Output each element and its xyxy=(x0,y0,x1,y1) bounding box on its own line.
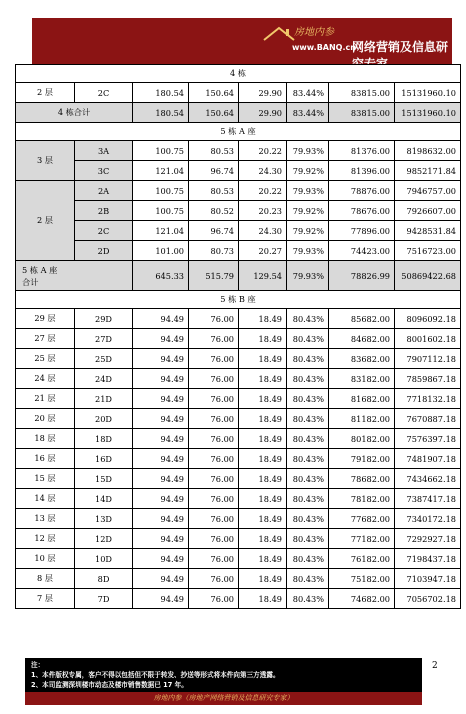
table-cell: 20.23 xyxy=(239,201,287,221)
table-cell: 24.30 xyxy=(239,221,287,241)
table-cell: 29.90 xyxy=(239,83,287,103)
table-cell: 15131960.10 xyxy=(395,103,461,123)
table-cell: 80.43% xyxy=(287,469,329,489)
table-cell: 80.43% xyxy=(287,349,329,369)
table-cell: 18.49 xyxy=(239,529,287,549)
table-cell: 79.93% xyxy=(287,181,329,201)
notes-heading: 注： xyxy=(31,661,45,669)
table-cell: 94.49 xyxy=(133,489,189,509)
unit-cell: 7D xyxy=(75,589,133,609)
table-cell: 20.22 xyxy=(239,141,287,161)
table-row xyxy=(16,509,461,529)
section-title: 5 栋 B 座 xyxy=(16,291,461,309)
unit-cell: 16D xyxy=(75,449,133,469)
unit-cell: 25D xyxy=(75,349,133,369)
floor-cell: 27 层 xyxy=(16,329,75,349)
notes-line-2: 2、本司监测深圳楼市动态及楼市销售数据已 17 年。 xyxy=(31,681,188,689)
table-row xyxy=(16,569,461,589)
table-cell: 83815.00 xyxy=(329,83,395,103)
table-cell: 80.43% xyxy=(287,589,329,609)
table-cell: 94.49 xyxy=(133,569,189,589)
table-cell: 79.92% xyxy=(287,221,329,241)
table-row xyxy=(16,221,461,241)
table-cell: 79.93% xyxy=(287,141,329,161)
table-cell: 77182.00 xyxy=(329,529,395,549)
table-cell: 83.44% xyxy=(287,103,329,123)
table-cell: 81376.00 xyxy=(329,141,395,161)
unit-cell: 10D xyxy=(75,549,133,569)
table-cell: 20.22 xyxy=(239,181,287,201)
floor-cell: 29 层 xyxy=(16,309,75,329)
table-cell: 7926607.00 xyxy=(395,201,461,221)
table-cell: 80.43% xyxy=(287,429,329,449)
table-cell: 80.43% xyxy=(287,409,329,429)
table-cell: 7056702.18 xyxy=(395,589,461,609)
table-row xyxy=(16,369,461,389)
table-cell: 80.43% xyxy=(287,389,329,409)
table-cell: 18.49 xyxy=(239,409,287,429)
table-row xyxy=(16,201,461,221)
table-cell: 129.54 xyxy=(239,261,287,291)
table-cell: 7907112.18 xyxy=(395,349,461,369)
table-cell: 83682.00 xyxy=(329,349,395,369)
table-cell: 100.75 xyxy=(133,181,189,201)
table-cell: 79182.00 xyxy=(329,449,395,469)
table-cell: 18.49 xyxy=(239,349,287,369)
summary-label-line-1: 5 栋 A 座 xyxy=(22,264,58,275)
unit-cell: 2B xyxy=(75,201,133,221)
floor-cell: 15 层 xyxy=(16,469,75,489)
summary-label xyxy=(16,261,133,291)
floor-cell: 2 层 xyxy=(16,181,75,261)
table-cell: 80182.00 xyxy=(329,429,395,449)
table-cell: 80.43% xyxy=(287,549,329,569)
table-cell: 18.49 xyxy=(239,509,287,529)
table-cell: 180.54 xyxy=(133,103,189,123)
summary-row xyxy=(16,103,461,123)
table-cell: 94.49 xyxy=(133,449,189,469)
table-row xyxy=(16,389,461,409)
section-title: 5 栋 A 座 xyxy=(16,123,461,141)
sales-table xyxy=(15,64,461,609)
table-cell: 7859867.18 xyxy=(395,369,461,389)
table-cell: 94.49 xyxy=(133,529,189,549)
table-cell: 8001602.18 xyxy=(395,329,461,349)
table-cell: 150.64 xyxy=(189,83,239,103)
table-cell: 100.75 xyxy=(133,141,189,161)
table-cell: 20.27 xyxy=(239,241,287,261)
table-cell: 76.00 xyxy=(189,489,239,509)
table-cell: 80.52 xyxy=(189,201,239,221)
table-cell: 515.79 xyxy=(189,261,239,291)
floor-cell: 2 层 xyxy=(16,83,75,103)
table-cell: 50869422.68 xyxy=(395,261,461,291)
floor-cell: 3 层 xyxy=(16,141,75,181)
table-cell: 78876.00 xyxy=(329,181,395,201)
table-cell: 79.93% xyxy=(287,241,329,261)
section-header-row xyxy=(16,291,461,309)
table-cell: 18.49 xyxy=(239,449,287,469)
floor-cell: 10 层 xyxy=(16,549,75,569)
table-cell: 18.49 xyxy=(239,429,287,449)
table-cell: 101.00 xyxy=(133,241,189,261)
table-cell: 7103947.18 xyxy=(395,569,461,589)
table-cell: 77896.00 xyxy=(329,221,395,241)
table-cell: 94.49 xyxy=(133,429,189,449)
floor-cell: 21 层 xyxy=(16,389,75,409)
unit-cell: 14D xyxy=(75,489,133,509)
table-cell: 80.53 xyxy=(189,141,239,161)
section-header-row xyxy=(16,65,461,83)
floor-cell: 13 层 xyxy=(16,509,75,529)
table-cell: 94.49 xyxy=(133,549,189,569)
table-cell: 81396.00 xyxy=(329,161,395,181)
table-cell: 94.49 xyxy=(133,409,189,429)
table-cell: 29.90 xyxy=(239,103,287,123)
floor-cell: 16 层 xyxy=(16,449,75,469)
floor-cell: 24 层 xyxy=(16,369,75,389)
unit-cell: 3C xyxy=(75,161,133,181)
table-cell: 76.00 xyxy=(189,429,239,449)
table-cell: 121.04 xyxy=(133,221,189,241)
table-cell: 18.49 xyxy=(239,489,287,509)
table-cell: 83182.00 xyxy=(329,369,395,389)
table-cell: 7481907.18 xyxy=(395,449,461,469)
table-cell: 18.49 xyxy=(239,469,287,489)
unit-cell: 2A xyxy=(75,181,133,201)
table-cell: 8198632.00 xyxy=(395,141,461,161)
table-cell: 7516723.00 xyxy=(395,241,461,261)
section-header-row xyxy=(16,123,461,141)
table-cell: 94.49 xyxy=(133,309,189,329)
header-banner xyxy=(32,18,452,71)
table-row xyxy=(16,83,461,103)
table-cell: 75182.00 xyxy=(329,569,395,589)
table-cell: 79.92% xyxy=(287,201,329,221)
sales-table-body xyxy=(16,65,461,609)
table-cell: 150.64 xyxy=(189,103,239,123)
table-cell: 645.33 xyxy=(133,261,189,291)
table-cell: 76.00 xyxy=(189,549,239,569)
table-cell: 96.74 xyxy=(189,221,239,241)
table-cell: 76.00 xyxy=(189,469,239,489)
unit-cell: 15D xyxy=(75,469,133,489)
table-row xyxy=(16,429,461,449)
table-cell: 76.00 xyxy=(189,349,239,369)
table-cell: 80.43% xyxy=(287,369,329,389)
table-row xyxy=(16,589,461,609)
notes-line-1: 1、本件版权专属，客户不得以包括但不限于转发、抄送等形式将本件向第三方透露。 xyxy=(31,671,280,679)
table-cell: 76.00 xyxy=(189,389,239,409)
brand-tagline: 网络营销及信息研究专家 xyxy=(352,40,449,71)
floor-cell: 25 层 xyxy=(16,349,75,369)
table-cell: 18.49 xyxy=(239,589,287,609)
table-cell: 76.00 xyxy=(189,309,239,329)
table-row xyxy=(16,181,461,201)
table-cell: 96.74 xyxy=(189,161,239,181)
table-cell: 74423.00 xyxy=(329,241,395,261)
table-cell: 94.49 xyxy=(133,329,189,349)
summary-label: 4 栋合计 xyxy=(16,103,133,123)
table-row xyxy=(16,409,461,429)
unit-cell: 8D xyxy=(75,569,133,589)
table-row xyxy=(16,529,461,549)
brand-domain: www.BANQ.cn xyxy=(292,43,356,52)
table-cell: 18.49 xyxy=(239,329,287,349)
table-cell: 18.49 xyxy=(239,549,287,569)
table-cell: 7292927.18 xyxy=(395,529,461,549)
table-cell: 80.73 xyxy=(189,241,239,261)
table-cell: 24.30 xyxy=(239,161,287,181)
table-cell: 79.92% xyxy=(287,161,329,181)
table-cell: 81182.00 xyxy=(329,409,395,429)
table-cell: 7718132.18 xyxy=(395,389,461,409)
table-cell: 15131960.10 xyxy=(395,83,461,103)
table-cell: 18.49 xyxy=(239,369,287,389)
table-cell: 7198437.18 xyxy=(395,549,461,569)
unit-cell: 2C xyxy=(75,221,133,241)
table-cell: 79.93% xyxy=(287,261,329,291)
brand-name: 房地内参 xyxy=(294,27,334,38)
table-cell: 76182.00 xyxy=(329,549,395,569)
table-cell: 7340172.18 xyxy=(395,509,461,529)
table-row xyxy=(16,349,461,369)
unit-cell: 21D xyxy=(75,389,133,409)
table-cell: 78826.99 xyxy=(329,261,395,291)
table-cell: 94.49 xyxy=(133,389,189,409)
table-cell: 80.43% xyxy=(287,489,329,509)
unit-cell: 18D xyxy=(75,429,133,449)
table-cell: 83815.00 xyxy=(329,103,395,123)
house-roof-icon xyxy=(262,24,296,52)
table-cell: 7670887.18 xyxy=(395,409,461,429)
unit-cell: 24D xyxy=(75,369,133,389)
table-cell: 7387417.18 xyxy=(395,489,461,509)
table-cell: 180.54 xyxy=(133,83,189,103)
table-row xyxy=(16,141,461,161)
table-cell: 7576397.18 xyxy=(395,429,461,449)
unit-cell: 27D xyxy=(75,329,133,349)
footer-bar: 房地内参（房地产网络营销及信息研究专家） xyxy=(25,692,422,705)
table-cell: 83.44% xyxy=(287,83,329,103)
table-cell: 78182.00 xyxy=(329,489,395,509)
table-row xyxy=(16,329,461,349)
table-row xyxy=(16,309,461,329)
table-cell: 76.00 xyxy=(189,569,239,589)
table-cell: 80.43% xyxy=(287,509,329,529)
table-cell: 76.00 xyxy=(189,369,239,389)
table-cell: 8096092.18 xyxy=(395,309,461,329)
unit-cell: 2D xyxy=(75,241,133,261)
floor-cell: 14 层 xyxy=(16,489,75,509)
floor-cell: 12 层 xyxy=(16,529,75,549)
table-cell: 77682.00 xyxy=(329,509,395,529)
unit-cell: 20D xyxy=(75,409,133,429)
table-row xyxy=(16,241,461,261)
unit-cell: 12D xyxy=(75,529,133,549)
unit-cell: 29D xyxy=(75,309,133,329)
floor-cell: 7 层 xyxy=(16,589,75,609)
table-cell: 78682.00 xyxy=(329,469,395,489)
summary-label-line-2: 合计 xyxy=(22,276,39,287)
table-cell: 74682.00 xyxy=(329,589,395,609)
table-cell: 94.49 xyxy=(133,509,189,529)
floor-cell: 8 层 xyxy=(16,569,75,589)
table-cell: 7434662.18 xyxy=(395,469,461,489)
table-cell: 76.00 xyxy=(189,589,239,609)
table-row xyxy=(16,161,461,181)
table-row xyxy=(16,449,461,469)
table-cell: 121.04 xyxy=(133,161,189,181)
table-cell: 76.00 xyxy=(189,509,239,529)
page-number: 2 xyxy=(432,661,438,671)
table-cell: 18.49 xyxy=(239,309,287,329)
table-cell: 7946757.00 xyxy=(395,181,461,201)
table-cell: 9428531.84 xyxy=(395,221,461,241)
table-cell: 94.49 xyxy=(133,469,189,489)
table-cell: 18.49 xyxy=(239,569,287,589)
summary-row xyxy=(16,261,461,291)
table-cell: 76.00 xyxy=(189,449,239,469)
table-cell: 80.43% xyxy=(287,529,329,549)
table-cell: 94.49 xyxy=(133,369,189,389)
unit-cell: 13D xyxy=(75,509,133,529)
unit-cell: 2C xyxy=(75,83,133,103)
table-cell: 80.43% xyxy=(287,309,329,329)
table-row xyxy=(16,469,461,489)
notes-box xyxy=(25,658,422,692)
table-cell: 18.49 xyxy=(239,389,287,409)
table-row xyxy=(16,489,461,509)
table-row xyxy=(16,549,461,569)
table-cell: 76.00 xyxy=(189,529,239,549)
table-cell: 76.00 xyxy=(189,329,239,349)
table-cell: 76.00 xyxy=(189,409,239,429)
unit-cell: 3A xyxy=(75,141,133,161)
table-cell: 80.43% xyxy=(287,569,329,589)
table-cell: 94.49 xyxy=(133,349,189,369)
table-cell: 80.43% xyxy=(287,449,329,469)
table-cell: 9852171.84 xyxy=(395,161,461,181)
floor-cell: 18 层 xyxy=(16,429,75,449)
table-cell: 80.53 xyxy=(189,181,239,201)
table-cell: 100.75 xyxy=(133,201,189,221)
table-cell: 78676.00 xyxy=(329,201,395,221)
table-cell: 81682.00 xyxy=(329,389,395,409)
table-cell: 84682.00 xyxy=(329,329,395,349)
table-cell: 94.49 xyxy=(133,589,189,609)
table-cell: 85682.00 xyxy=(329,309,395,329)
table-cell: 80.43% xyxy=(287,329,329,349)
section-title: 4 栋 xyxy=(16,65,461,83)
floor-cell: 20 层 xyxy=(16,409,75,429)
